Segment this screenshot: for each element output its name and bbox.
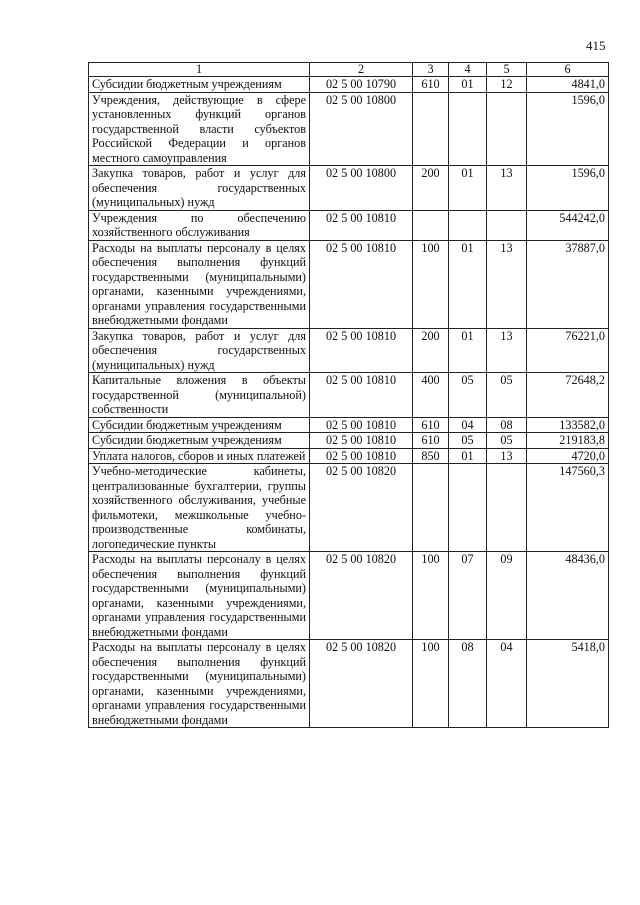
table-row <box>89 166 609 211</box>
row-section: 04 <box>449 417 487 433</box>
row-expense-type: 610 <box>413 417 449 433</box>
row-expense-type: 400 <box>413 373 449 418</box>
row-code: 02 5 00 10810 <box>310 448 413 464</box>
row-subsection: 13 <box>487 448 527 464</box>
row-code: 02 5 00 10810 <box>310 328 413 373</box>
row-amount: 147560,3 <box>527 464 609 552</box>
row-name: Расходы на выплаты персоналу в целях обеспечения выполнения функций государственными (муниципальными) органами, казенными учреждениями, органами управления государственными внебюджетными фондами <box>89 240 310 328</box>
row-name: Учреждения по обеспечению хозяйственного обслуживания <box>89 210 310 240</box>
row-amount: 76221,0 <box>527 328 609 373</box>
row-section: 08 <box>449 640 487 728</box>
column-header-5: 5 <box>487 63 527 77</box>
row-name: Закупка товаров, работ и услуг для обеспечения государственных (муниципальных) нужд <box>89 166 310 211</box>
row-name: Расходы на выплаты персоналу в целях обеспечения выполнения функций государственными (муниципальными) органами, казенными учреждениями, органами управления государственными внебюджетными фондами <box>89 552 310 640</box>
row-section: 01 <box>449 448 487 464</box>
table-row <box>89 373 609 418</box>
row-name: Учреждения, действующие в сфере установленных функций органов государственной власти субъектов Российской Федерации и органов местного самоуправления <box>89 92 310 166</box>
column-header-2: 2 <box>310 63 413 77</box>
row-amount: 133582,0 <box>527 417 609 433</box>
row-name: Капитальные вложения в объекты государственной (муниципальной) собственности <box>89 373 310 418</box>
row-section: 05 <box>449 433 487 449</box>
row-code: 02 5 00 10820 <box>310 464 413 552</box>
row-section: 07 <box>449 552 487 640</box>
row-expense-type: 100 <box>413 552 449 640</box>
table-row <box>89 77 609 93</box>
row-code: 02 5 00 10800 <box>310 92 413 166</box>
row-section <box>449 92 487 166</box>
row-amount: 4720,0 <box>527 448 609 464</box>
row-subsection: 04 <box>487 640 527 728</box>
row-subsection: 12 <box>487 77 527 93</box>
row-code: 02 5 00 10810 <box>310 417 413 433</box>
table-row <box>89 464 609 552</box>
row-section: 01 <box>449 240 487 328</box>
row-expense-type <box>413 210 449 240</box>
row-code: 02 5 00 10810 <box>310 373 413 418</box>
row-name: Закупка товаров, работ и услуг для обеспечения государственных (муниципальных) нужд <box>89 328 310 373</box>
row-expense-type: 610 <box>413 77 449 93</box>
row-section: 01 <box>449 328 487 373</box>
table-row <box>89 640 609 728</box>
row-expense-type: 850 <box>413 448 449 464</box>
row-expense-type: 610 <box>413 433 449 449</box>
row-subsection: 13 <box>487 240 527 328</box>
table-row <box>89 240 609 328</box>
table-row <box>89 92 609 166</box>
row-subsection <box>487 210 527 240</box>
row-amount: 5418,0 <box>527 640 609 728</box>
row-section <box>449 464 487 552</box>
row-code: 02 5 00 10810 <box>310 240 413 328</box>
row-expense-type: 100 <box>413 240 449 328</box>
page-number: 415 <box>586 38 606 53</box>
row-name: Субсидии бюджетным учреждениям <box>89 77 310 93</box>
row-name: Уплата налогов, сборов и иных платежей <box>89 448 310 464</box>
row-amount: 544242,0 <box>527 210 609 240</box>
row-expense-type <box>413 464 449 552</box>
column-header-3: 3 <box>413 63 449 77</box>
row-amount: 37887,0 <box>527 240 609 328</box>
row-amount: 1596,0 <box>527 92 609 166</box>
row-expense-type: 200 <box>413 166 449 211</box>
table-row <box>89 433 609 449</box>
row-amount: 4841,0 <box>527 77 609 93</box>
row-name: Учебно-методические кабинеты, централизованные бухгалтерии, группы хозяйственного обслуживания, учебные фильмотеки, межшкольные учебно-производственные комбинаты, логопедические пункты <box>89 464 310 552</box>
header-row <box>89 63 609 77</box>
budget-table <box>88 62 609 728</box>
row-subsection <box>487 92 527 166</box>
row-section: 01 <box>449 77 487 93</box>
row-code: 02 5 00 10810 <box>310 433 413 449</box>
row-section: 01 <box>449 166 487 211</box>
row-subsection <box>487 464 527 552</box>
row-name: Расходы на выплаты персоналу в целях обеспечения выполнения функций государственными (муниципальными) органами, казенными учреждениями, органами управления государственными внебюджетными фондами <box>89 640 310 728</box>
row-subsection: 13 <box>487 166 527 211</box>
row-amount: 1596,0 <box>527 166 609 211</box>
row-expense-type: 200 <box>413 328 449 373</box>
row-subsection: 05 <box>487 373 527 418</box>
table-row <box>89 210 609 240</box>
row-expense-type: 100 <box>413 640 449 728</box>
row-code: 02 5 00 10820 <box>310 552 413 640</box>
row-code: 02 5 00 10800 <box>310 166 413 211</box>
row-name: Субсидии бюджетным учреждениям <box>89 417 310 433</box>
row-subsection: 08 <box>487 417 527 433</box>
table-row <box>89 417 609 433</box>
row-amount: 72648,2 <box>527 373 609 418</box>
row-name: Субсидии бюджетным учреждениям <box>89 433 310 449</box>
row-section: 05 <box>449 373 487 418</box>
row-amount: 48436,0 <box>527 552 609 640</box>
row-code: 02 5 00 10810 <box>310 210 413 240</box>
row-subsection: 09 <box>487 552 527 640</box>
row-subsection: 05 <box>487 433 527 449</box>
table-row <box>89 448 609 464</box>
column-header-1: 1 <box>89 63 310 77</box>
column-header-6: 6 <box>527 63 609 77</box>
row-code: 02 5 00 10790 <box>310 77 413 93</box>
row-code: 02 5 00 10820 <box>310 640 413 728</box>
row-subsection: 13 <box>487 328 527 373</box>
column-header-4: 4 <box>449 63 487 77</box>
row-section <box>449 210 487 240</box>
table-row <box>89 552 609 640</box>
table-row <box>89 328 609 373</box>
row-expense-type <box>413 92 449 166</box>
row-amount: 219183,8 <box>527 433 609 449</box>
